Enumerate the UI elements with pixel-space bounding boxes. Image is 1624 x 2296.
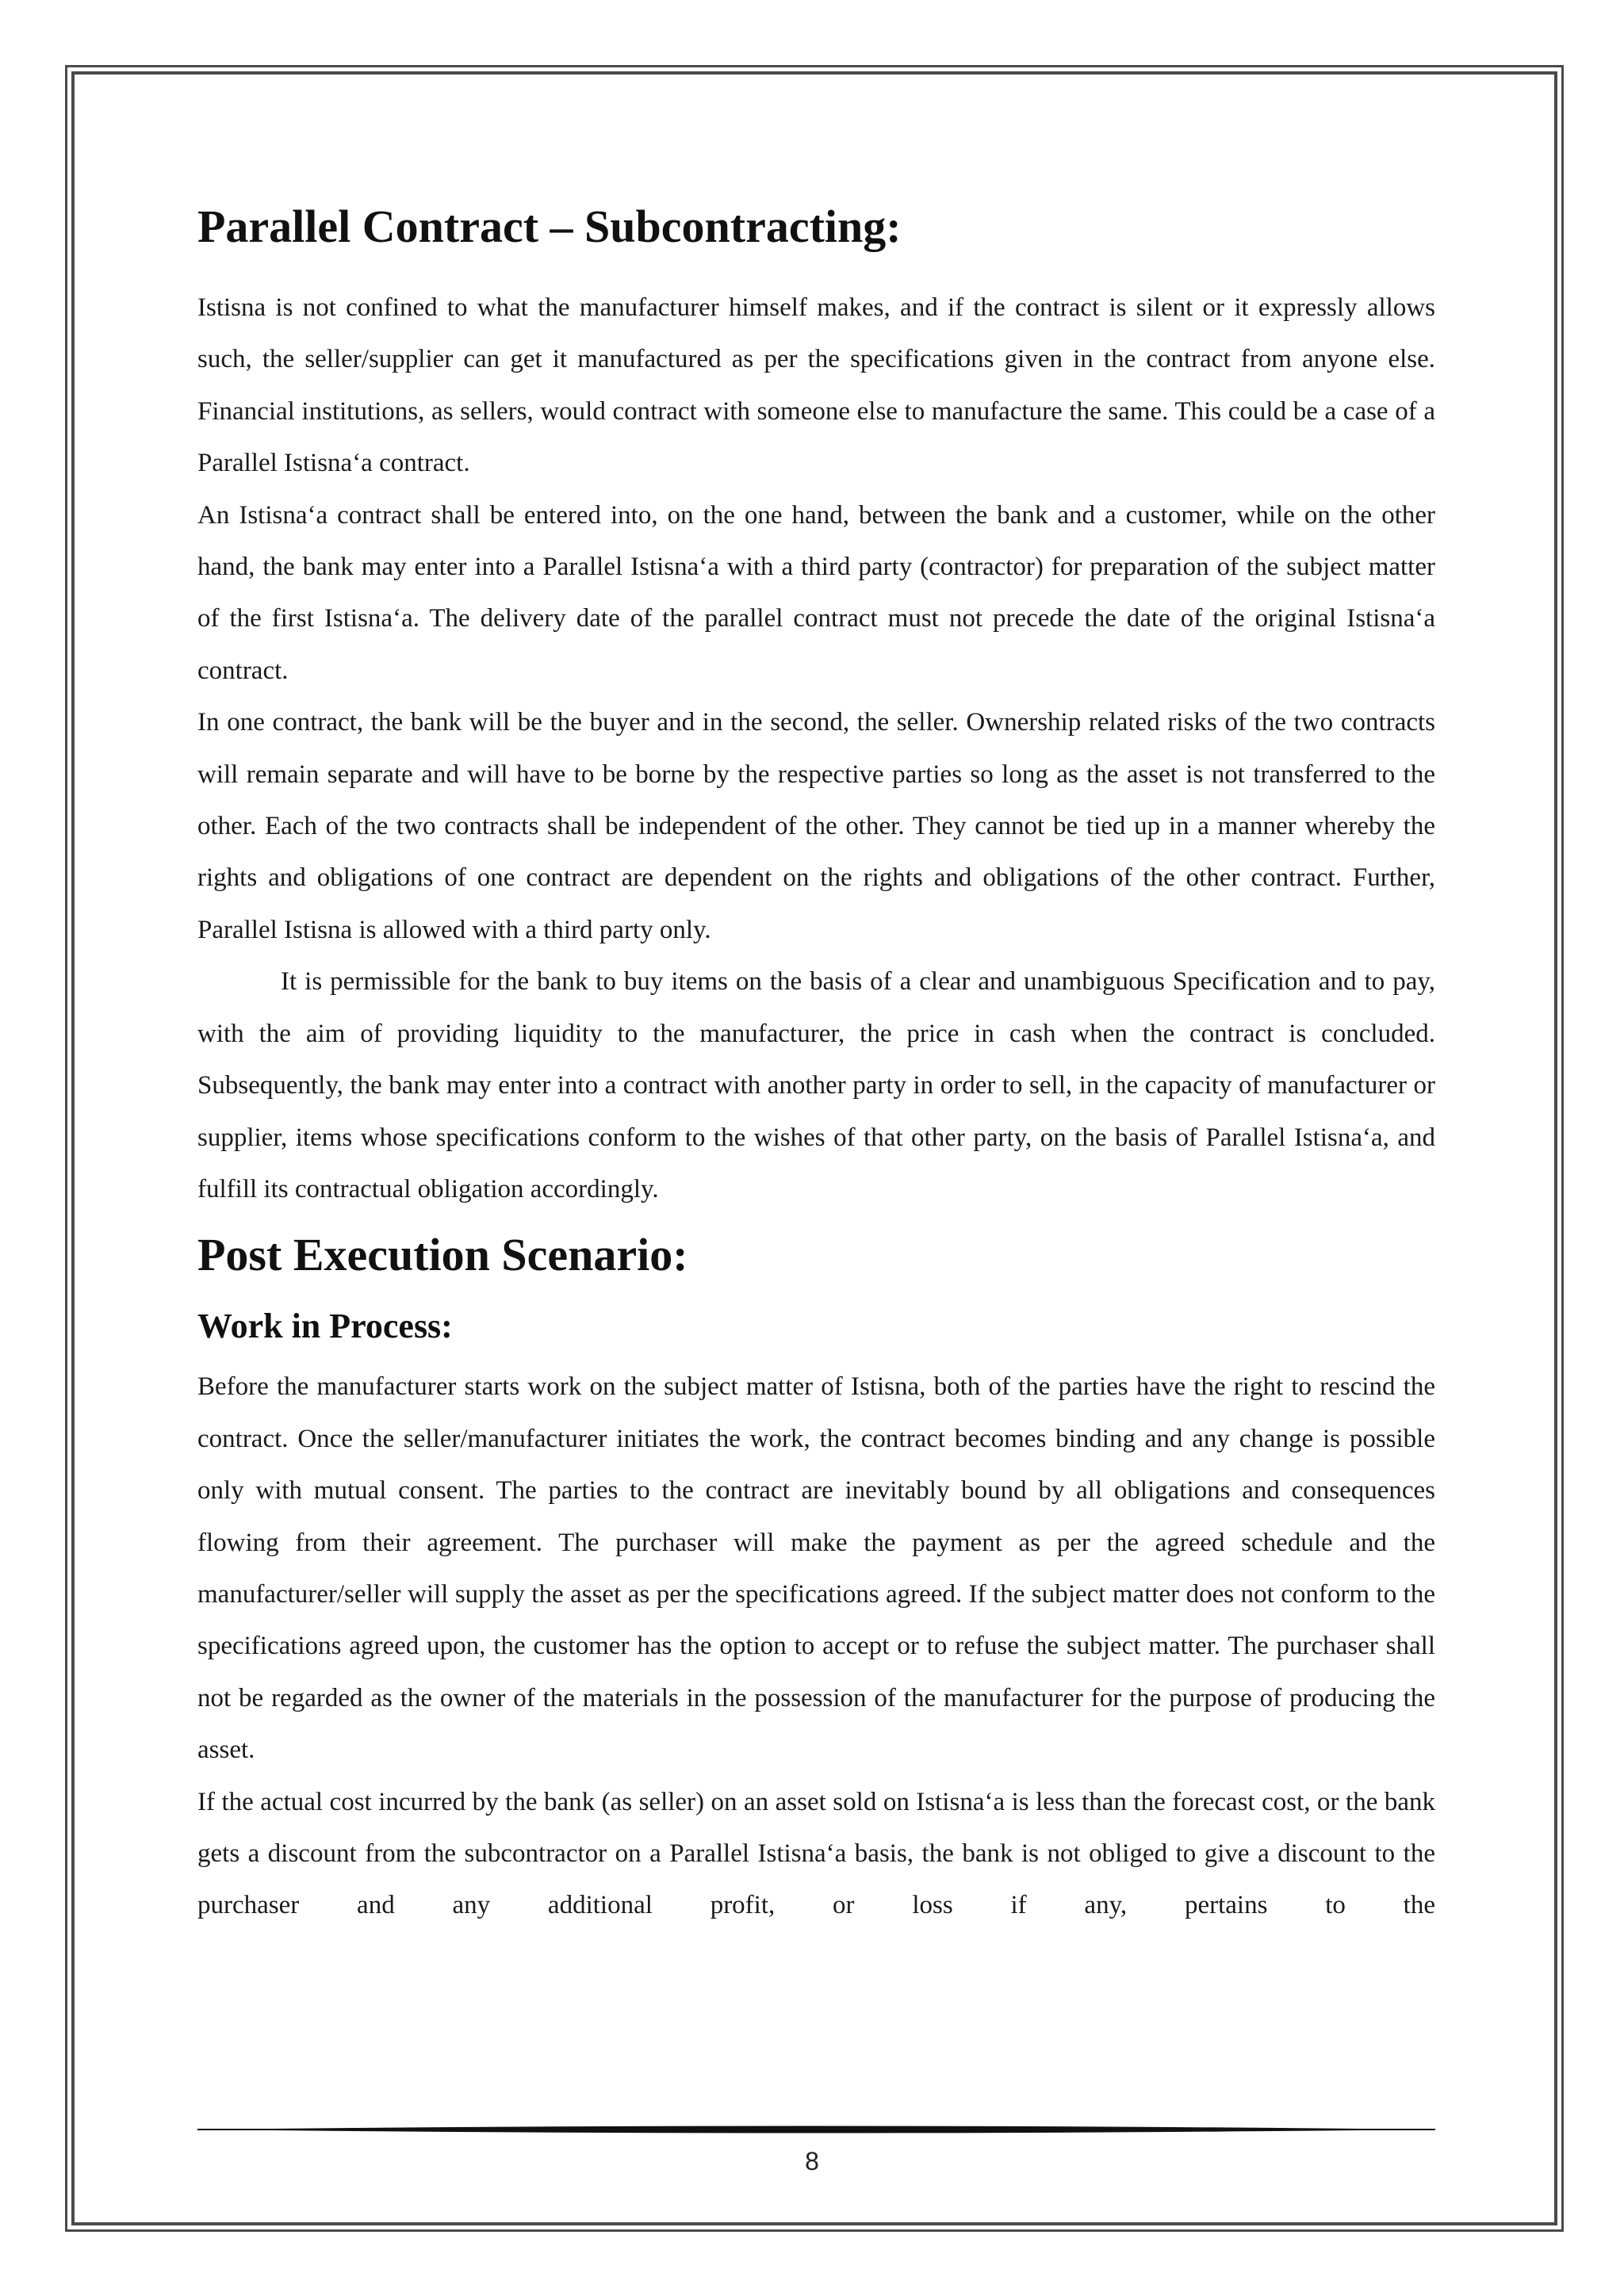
paragraph: Istisna is not confined to what the manufacturer himself makes, and if the contract is silent or it expressly allows such, the seller/supplier can get it manufactured as per the specifications given in the contract from anyone else. Financial institutions, as sellers, would contract with someone else to manufacture the same. This could be a case of a Parallel Istisna‘a contract. [197, 293, 1435, 478]
paragraph: Before the manufacturer starts work on the subject matter of Istisna, both of the parties have the right to rescind the contract. Once the seller/manufacturer initiates the work, the contract becomes binding and any change is possible only with mutual consent. The parties to the contract are inevitably bound by all obligations and consequences flowing from their agreement. The purchaser will make the payment as per the agreed schedule and the manufacturer/seller will supply the asset as per the specifications agreed. If the subject matter does not conform to the specifications agreed upon, the customer has the option to accept or to refuse the subject matter. The purchaser shall not be regarded as the owner of the materials in the possession of the manufacturer for the purpose of producing the asset. [197, 1372, 1435, 1765]
paragraph: An Istisna‘a contract shall be entered into, on the one hand, between the bank and a customer, while on the other hand, the bank may enter into a Parallel Istisna‘a with a third party (contractor) for preparation of the subject matter of the first Istisna‘a. The delivery date of the parallel contract must not precede the date of the original Istisna‘a contract. [197, 500, 1435, 685]
footer-divider [197, 2121, 1435, 2138]
paragraph: In one contract, the bank will be the buyer and in the second, the seller. Ownership related risks of the two contracts will remain separate and will have to be borne by the respective parties so long as the asset is not transferred to the other. Each of the two contracts shall be independent of the other. They cannot be tied up in a manner whereby the rights and obligations of one contract are dependent on the rights and obligations of the other contract. Further, Parallel Istisna is allowed with a third party only. [197, 708, 1435, 944]
subheading-work-in-process: Work in Process: [197, 1307, 453, 1346]
page-number: 8 [805, 2147, 819, 2175]
paragraph: If the actual cost incurred by the bank (as seller) on an asset sold on Istisna‘a is less than the forecast cost, or the bank gets a discount from the subcontractor on a Parallel Istisna‘a basis, the bank is not obliged to give a discount to the purchaser and any additional profit, or loss if any, pertains to the [197, 1787, 1435, 1920]
section-heading-parallel-contract: Parallel Contract – Subcontracting: [197, 201, 902, 252]
section-heading-post-execution: Post Execution Scenario: [197, 1229, 688, 1281]
paragraph: It is permissible for the bank to buy items on the basis of a clear and unambiguous Specification and to pay, with the aim of providing liquidity to the manufacturer, the price in cash when the contract is concluded. Subsequently, the bank may enter into a contract with another party in order to sell, in the capacity of manufacturer or supplier, items whose specifications conform to the wishes of that other party, on the basis of Parallel Istisna‘a, and fulfill its contractual obligation accordingly. [197, 967, 1435, 1203]
page-content [197, 187, 1435, 1932]
